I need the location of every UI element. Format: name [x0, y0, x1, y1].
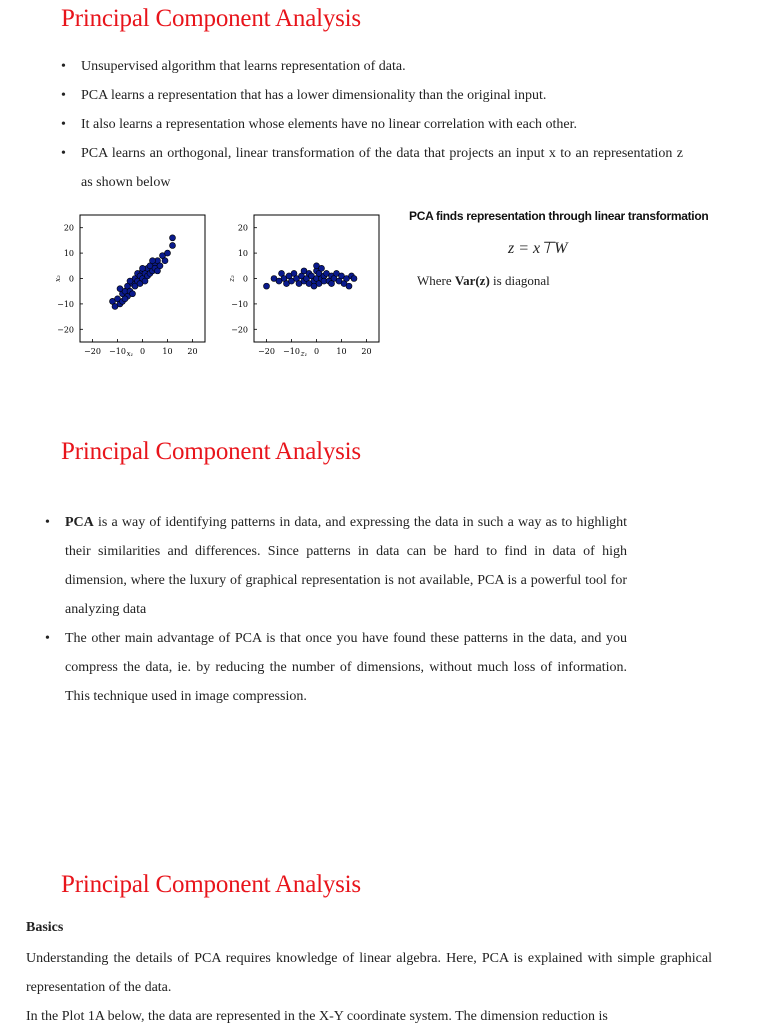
bullet-bold: PCA: [65, 515, 94, 530]
section2-title: Principal Component Analysis: [61, 438, 361, 465]
x-tick-label: −20: [84, 347, 101, 356]
side-title: PCA finds representation through linear transformation: [409, 209, 709, 223]
bullet-text: is a way of identifying patterns in data, and expressing the data in such a way as to highlight their similarities and differences. Since patterns in data can be hard to find in data of high dimension, where the luxury of graphical representation is not available, PCA is a powerful tool for analyzing data: [65, 515, 627, 617]
y-tick-label: 10: [63, 249, 74, 259]
list-item: [61, 110, 683, 139]
bullet-dot: •: [61, 117, 66, 132]
where-prefix: Where: [417, 273, 455, 288]
x-axis-label: z₁: [300, 350, 308, 358]
list-item: [61, 139, 683, 197]
data-point: [165, 250, 171, 256]
bullet-dot: •: [61, 88, 66, 103]
x-tick-label: 20: [361, 347, 372, 356]
list-item: [61, 52, 683, 81]
list-item: [61, 81, 683, 110]
x-tick-label: −10: [283, 347, 300, 356]
y-axis-label: z₂: [228, 275, 236, 282]
formula-text: z = x⊤W: [508, 240, 568, 257]
bullet-dot: •: [45, 631, 50, 646]
where-bold: Var(z): [454, 273, 490, 288]
y-tick-label: −10: [57, 299, 74, 309]
section3-title: Principal Component Analysis: [61, 871, 361, 898]
y-tick-label: 0: [242, 274, 248, 284]
basics-paragraph-1: Understanding the details of PCA requires knowledge of linear algebra. Here, PCA is explained with simple graphical representation of the data.: [26, 951, 712, 995]
x-tick-label: 0: [313, 347, 320, 356]
y-tick-label: 0: [68, 274, 74, 284]
y-tick-label: −10: [231, 299, 248, 309]
bullet-text: It also learns a representation whose elements have no linear correlation with each other.: [81, 117, 578, 132]
data-point: [170, 242, 176, 248]
x-tick-label: 20: [187, 347, 198, 356]
y-tick-label: 20: [63, 223, 74, 233]
bullet-dot: •: [61, 146, 66, 161]
x-tick-label: 0: [139, 347, 146, 356]
bullet-text: Unsupervised algorithm that learns representation of data.: [81, 59, 406, 74]
basics-heading: Basics: [26, 920, 64, 935]
data-point: [127, 278, 133, 284]
bullet-dot: •: [61, 59, 66, 74]
data-point: [150, 258, 156, 264]
data-point: [351, 276, 357, 282]
data-point: [155, 268, 161, 274]
data-point: [122, 296, 128, 302]
where-suffix: is diagonal: [489, 273, 550, 288]
y-tick-label: −20: [231, 325, 248, 335]
section2-bullet-list: [45, 508, 627, 711]
formula: [508, 238, 567, 258]
bullet-text: The other main advantage of PCA is that once you have found these patterns in the data, and you compress the data, ie. by reducing the number of dimensions, without much loss of information. This technique used in image compression.: [65, 631, 627, 704]
data-point: [140, 265, 146, 271]
scatter-plot-z: [224, 210, 384, 365]
data-point: [329, 281, 335, 287]
data-point: [264, 283, 270, 289]
list-item: [45, 508, 627, 624]
y-axis-label: x₂: [54, 275, 62, 282]
data-point: [130, 291, 136, 297]
section1-title: Principal Component Analysis: [61, 5, 361, 32]
x-tick-label: 10: [162, 347, 173, 356]
bullet-text: PCA learns a representation that has a lower dimensionality than the original input.: [81, 88, 547, 103]
section1-bullet-list: [61, 52, 683, 197]
basics-paragraph-2: In the Plot 1A below, the data are represented in the X-Y coordinate system. The dimension reduction is: [26, 1009, 608, 1024]
y-tick-label: 10: [237, 249, 248, 259]
data-point: [276, 278, 282, 284]
data-point: [162, 258, 168, 264]
y-tick-label: 20: [237, 223, 248, 233]
data-point: [311, 283, 317, 289]
where-note: [417, 273, 550, 289]
data-point: [346, 283, 352, 289]
x-tick-label: −10: [109, 347, 126, 356]
data-point: [319, 265, 325, 271]
y-tick-label: −20: [57, 325, 74, 335]
data-point: [117, 286, 123, 292]
x-tick-label: 10: [336, 347, 347, 356]
x-axis-label: x₁: [126, 350, 134, 358]
scatter-plot-x: [50, 210, 210, 365]
list-item: [45, 624, 627, 711]
data-point: [170, 235, 176, 241]
bullet-dot: •: [45, 515, 50, 530]
x-tick-label: −20: [258, 347, 275, 356]
bullet-text: PCA learns an orthogonal, linear transformation of the data that projects an input x to an representation z as shown below: [81, 146, 683, 190]
